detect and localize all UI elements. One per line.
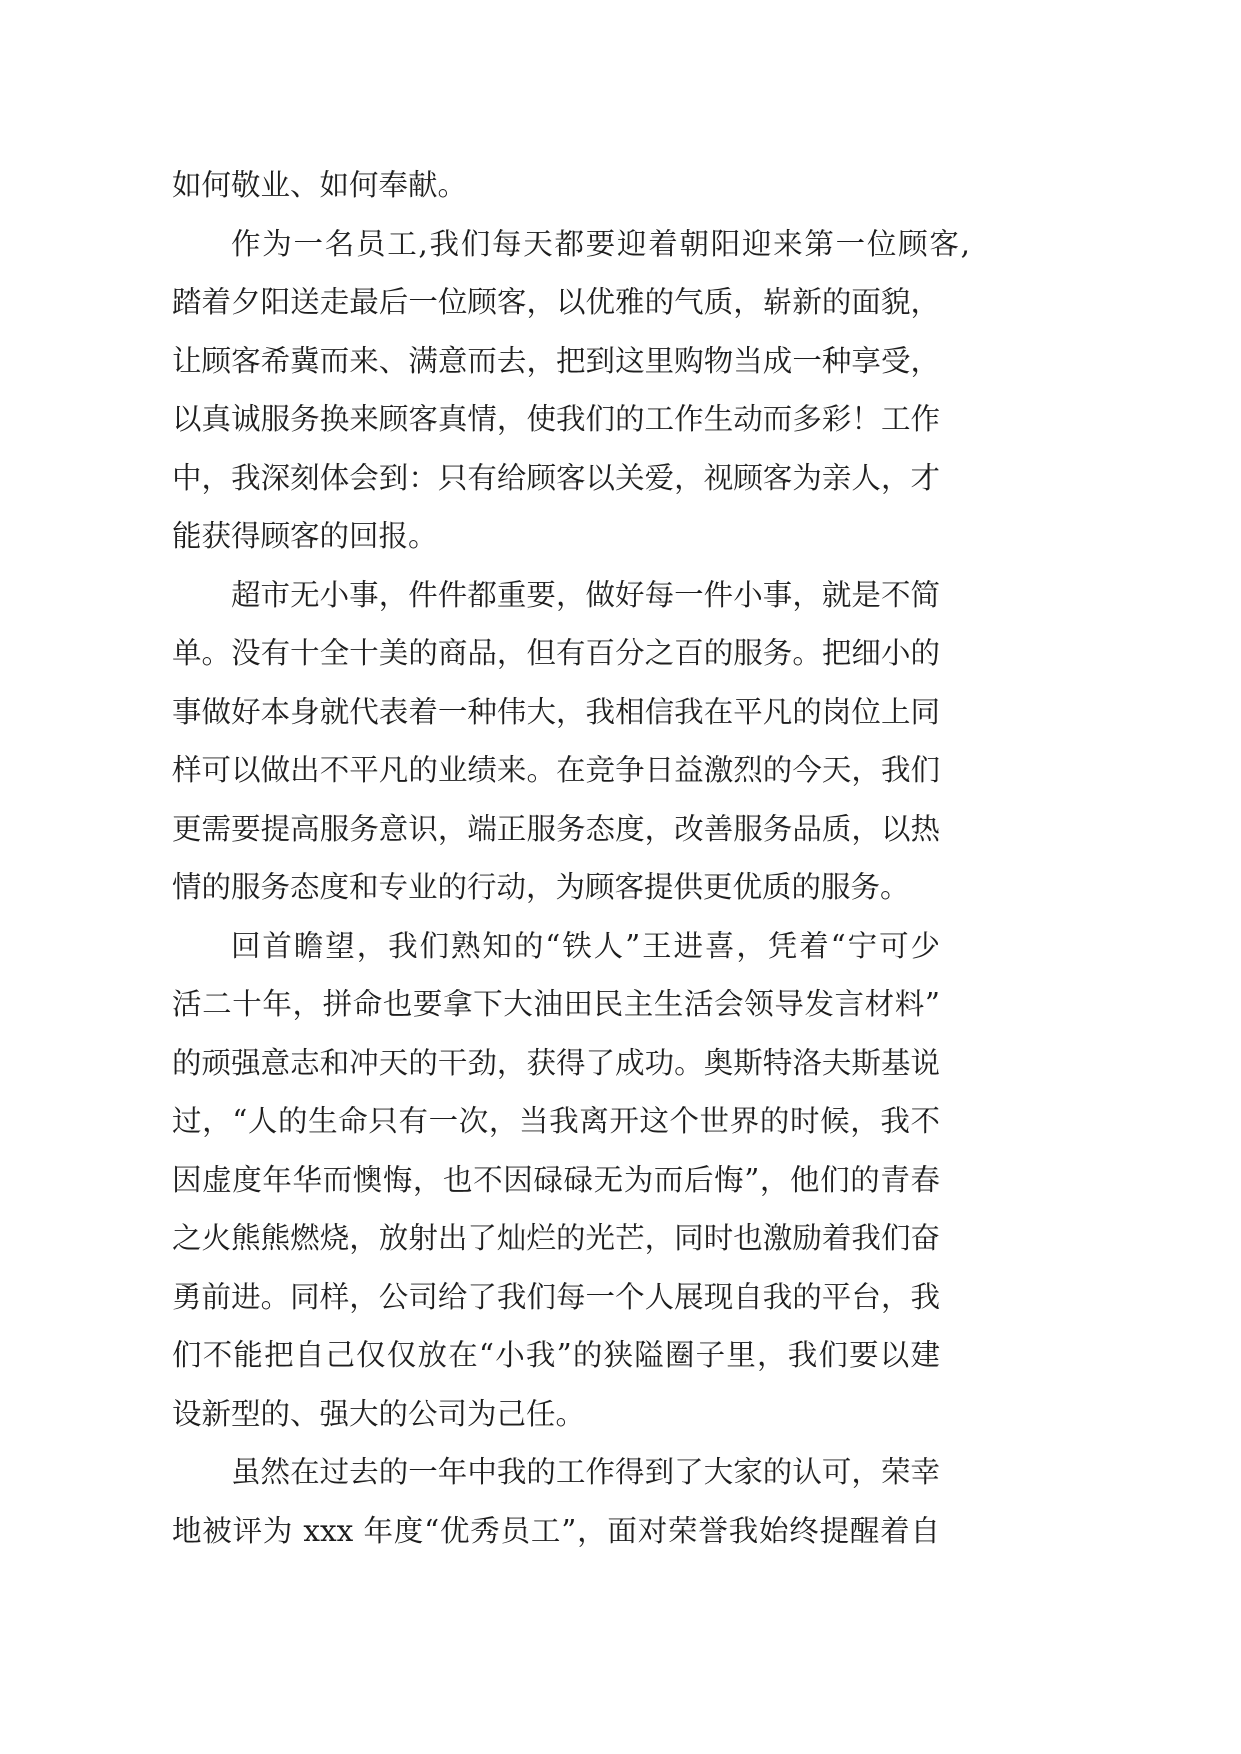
text-line: 能获得顾客的回报。 [172, 519, 438, 553]
text-line: 因虚度年华而懊悔，也不因碌碌无为而后悔”，他们的青春 [172, 1162, 940, 1197]
text-line: 以真诚服务换来顾客真情，使我们的工作生动而多彩！工作 [172, 402, 940, 436]
text-line: 如何敬业、如何奉献。 [172, 168, 468, 202]
text-line: 们不能把自己仅仅放在“小我”的狭隘圈子里，我们要以建 [172, 1338, 940, 1372]
text-line: 回首瞻望，我们熟知的“铁人”王进喜，凭着“宁可少 [231, 928, 940, 963]
text-line: 设新型的、强大的公司为己任。 [172, 1396, 586, 1431]
text-line: 过，“人的生命只有一次，当我离开这个世界的时候，我不 [172, 1104, 940, 1138]
text-line: 超市无小事，件件都重要，做好每一件小事，就是不简 [231, 577, 940, 612]
text-line: 勇前进。同样，公司给了我们每一个人展现自我的平台，我 [172, 1279, 940, 1314]
text-line: 踏着夕阳送走最后一位顾客，以优雅的气质，崭新的面貌， [172, 285, 940, 319]
paragraph [172, 215, 970, 566]
text-line: 作为一名员工,我们每天都要迎着朝阳迎来第一位顾客, [231, 226, 970, 261]
text-line: 让顾客希冀而来、满意而去，把到这里购物当成一种享受， [172, 343, 940, 378]
text-line: 活二十年，拼命也要拿下大油田民主生活会领导发言材料” [172, 987, 940, 1021]
text-line: 虽然在过去的一年中我的工作得到了大家的认可，荣幸 [231, 1455, 940, 1489]
text-line: 地被评为 xxx 年度“优秀员工”，面对荣誉我始终提醒着自 [172, 1513, 940, 1548]
body-text [172, 156, 970, 1560]
text-line: 之火熊熊燃烧，放射出了灿烂的光芒，同时也激励着我们奋 [172, 1221, 940, 1255]
text-line: 的顽强意志和冲天的干劲，获得了成功。奥斯特洛夫斯基说 [172, 1045, 940, 1080]
text-line: 情的服务态度和专业的行动，为顾客提供更优质的服务。 [172, 870, 910, 904]
text-line: 更需要提高服务意识，端正服务态度，改善服务品质，以热 [172, 811, 940, 846]
paragraph [172, 566, 940, 917]
paragraph [172, 917, 940, 1444]
paragraph [172, 156, 940, 215]
text-line: 单。没有十全十美的商品，但有百分之百的服务。把细小的 [172, 636, 940, 670]
paragraph [172, 1443, 940, 1560]
text-line: 样可以做出不平凡的业绩来。在竞争日益激烈的今天，我们 [172, 753, 940, 787]
text-line: 中，我深刻体会到：只有给顾客以关爱，视顾客为亲人，才 [172, 460, 940, 495]
text-line: 事做好本身就代表着一种伟大，我相信我在平凡的岗位上同 [172, 694, 940, 729]
